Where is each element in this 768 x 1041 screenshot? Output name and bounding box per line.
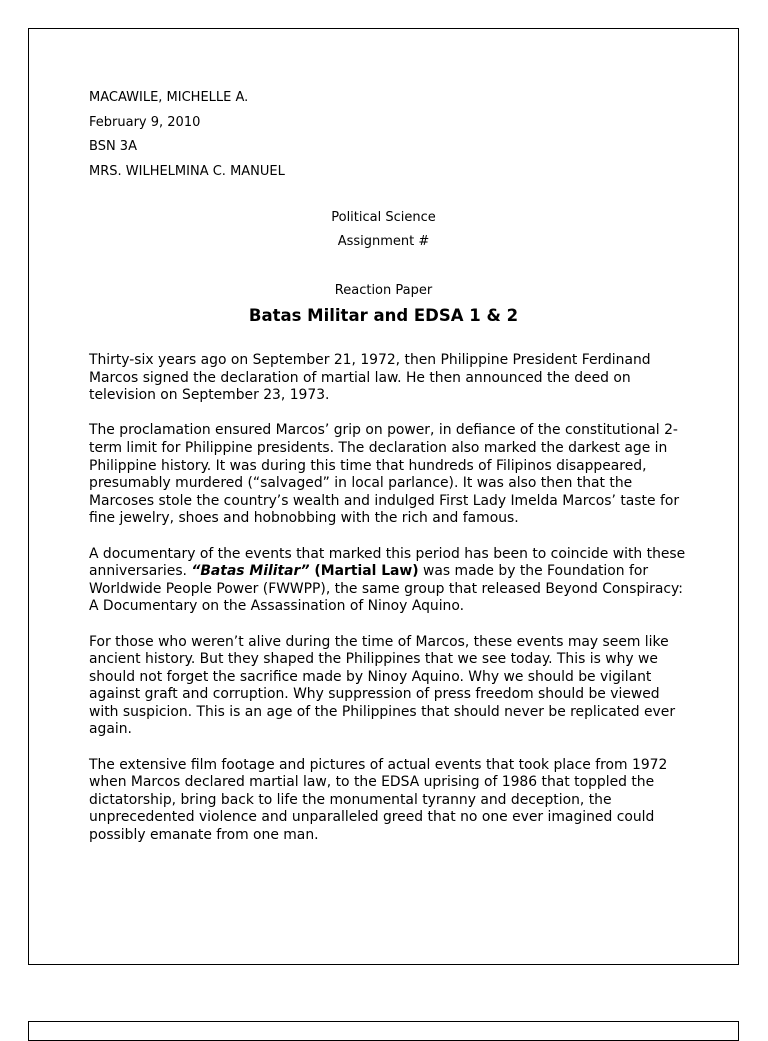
subject-block bbox=[29, 206, 738, 254]
paper-type: Reaction Paper bbox=[334, 283, 433, 298]
document-page bbox=[28, 28, 739, 965]
paragraph-3-intro: A documentary of the events that marked this period has been to coincide with these anniversaries. bbox=[89, 545, 686, 580]
course-section: BSN 3A bbox=[89, 139, 137, 154]
submission-date: February 9, 2010 bbox=[89, 114, 201, 130]
assignment-number: Assignment # bbox=[337, 234, 430, 249]
paragraph-3 bbox=[89, 546, 689, 616]
instructor-name: MRS. WILHELMINA C. MANUEL bbox=[89, 163, 285, 179]
body-text bbox=[89, 352, 689, 862]
paragraph-2: The proclamation ensured Marcos’ grip on power, in defiance of the constitutional 2-term limit for Philippine presidents. The declaration also marked the darkest age in Philippine history. It was during this time that hundreds of Filipinos disappeared, presumably murdered (“salvaged” in local parlance). It was also then that the Marcoses stole the country’s wealth and indulged First Lady Imelda Marcos’ taste for fine jewelry, shoes and hobnobbing with the rich and famous. bbox=[89, 422, 680, 527]
film-subtitle: (Martial Law) bbox=[309, 563, 419, 580]
paragraph-3-rest: was made by the Foundation for Worldwide People Power (FWWPP), the same group that released Beyond Conspiracy: A Documentary on the Assassination of Ninoy Aquino. bbox=[89, 563, 683, 615]
paragraph-1: Thirty-six years ago on September 21, 1972, then Philippine President Ferdinand Marcos signed the declaration of martial law. He then announced the deed on television on September 23, 1973. bbox=[89, 352, 651, 404]
film-title: “Batas Militar” bbox=[191, 563, 310, 580]
paragraph-4: For those who weren’t alive during the time of Marcos, these events may seem like ancient history. But they shaped the Philippines that we see today. This is why we should not forget the sacrifice made by Ninoy Aquino. Why we should be vigilant against graft and corruption. Why suppression of press freedom should be viewed with suspicion. This is an age of the Philippines that should never be replicated ever again. bbox=[89, 633, 676, 738]
student-name: MACAWILE, MICHELLE A. bbox=[89, 90, 249, 105]
subject-name: Political Science bbox=[331, 210, 436, 225]
student-header bbox=[89, 86, 285, 184]
page-title: Batas Militar and EDSA 1 & 2 bbox=[248, 306, 519, 325]
next-page-edge bbox=[28, 1021, 739, 1041]
paragraph-5: The extensive film footage and pictures of actual events that took place from 1972 when Marcos declared martial law, to the EDSA uprising of 1986 that toppled the dictatorship, bring back to life the monumental tyranny and deception, the unprecedented violence and unparalleled greed that no one ever imagined could possibly emanate from one man. bbox=[89, 756, 668, 844]
